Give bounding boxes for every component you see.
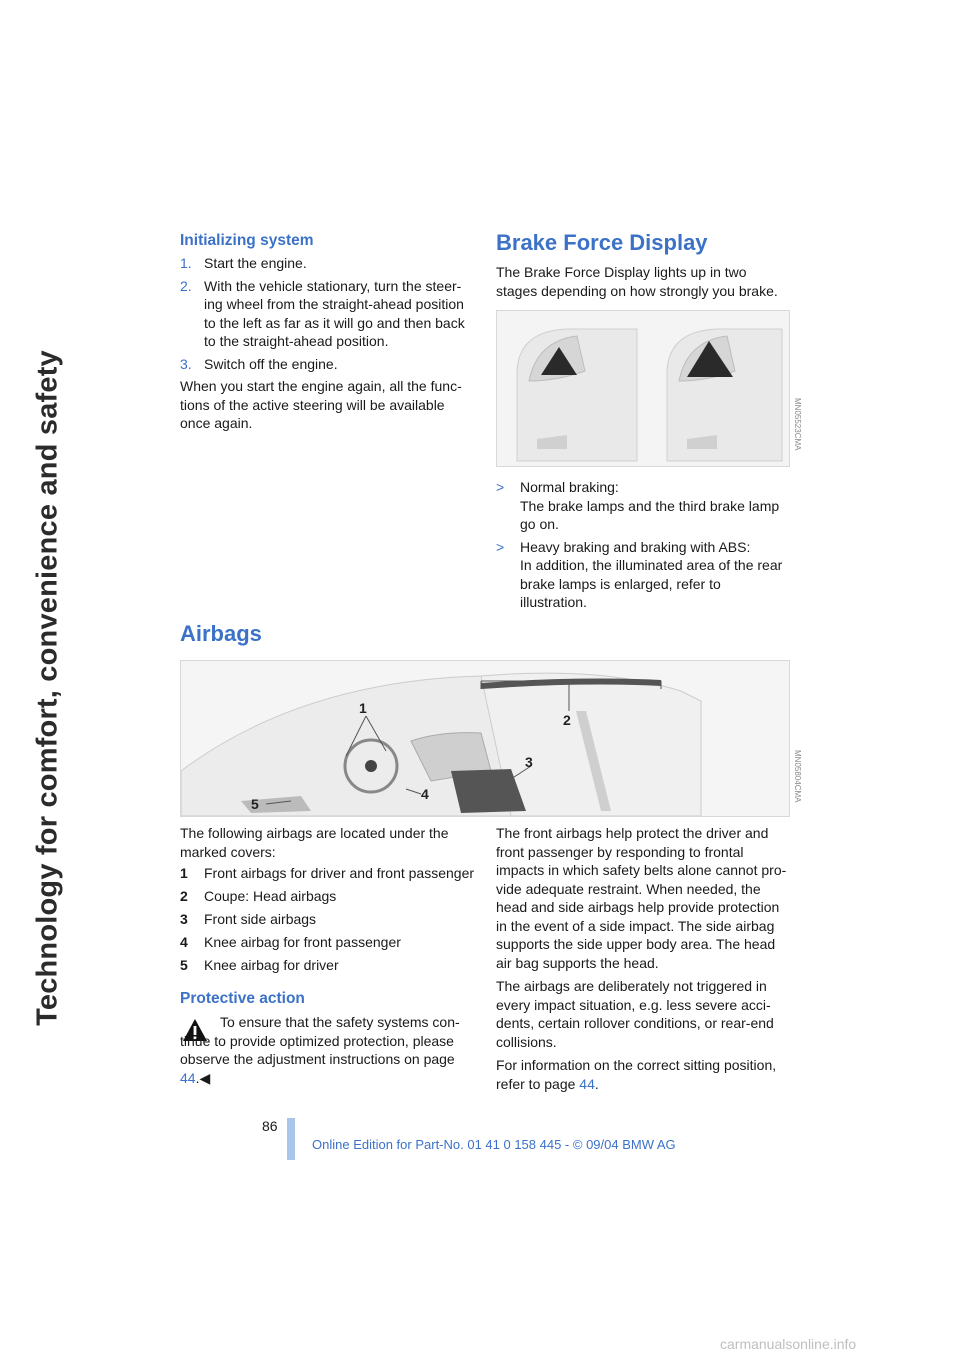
brake-force-heading: Brake Force Display [496, 230, 708, 255]
brake-force-bullets [496, 478, 791, 616]
brake-lamp-illustration [496, 310, 790, 467]
page-link-44[interactable]: 44 [180, 1069, 196, 1086]
watermark: carmanualsonline.info [720, 1336, 857, 1352]
airbags-paragraph-3: For information on the correct sitting position, refer to page 44. [496, 1057, 777, 1092]
protective-heading: Protective action [180, 990, 305, 1007]
callout-2: 2 [563, 712, 571, 728]
bullet-item: > Normal braking: The brake lamps and the third brake lamp go on. [496, 479, 780, 532]
initializing-after: When you start the engine again, all the functions of the active steering will be available once again. [180, 378, 462, 431]
footer-bar [287, 1118, 295, 1160]
callout-1: 1 [359, 700, 367, 716]
airbag-list-item: 5 Knee airbag for driver [180, 957, 339, 973]
airbags-illustration [180, 660, 790, 817]
car-interior-drawing [181, 661, 789, 816]
airbag-list-item: 3 Front side airbags [180, 911, 317, 927]
protective-text: To ensure that the safety systems continue to provide optimized protection, please observe the adjustment instructions on page 44.◀ [180, 1014, 460, 1086]
airbags-intro: The following airbags are located under the marked covers: [180, 825, 449, 860]
brake-image-code: MN05523CMA [793, 398, 802, 451]
page-link-44[interactable]: 44 [579, 1075, 595, 1092]
airbags-heading: Airbags [180, 621, 262, 646]
bullet-item: > Heavy braking and braking with ABS: In addition, the illuminated area of the rear brake lamps is enlarged, refer to illustration. [496, 538, 783, 610]
airbag-list-item: 1 Front airbags for driver and front passenger [180, 865, 475, 881]
page-number: 86 [262, 1118, 278, 1134]
footer-edition-text: Online Edition for Part-No. 01 41 0 158 445 - © 09/04 BMW AG [312, 1137, 676, 1152]
step-item: 2. With the vehicle stationary, turn the steering wheel from the straight-ahead position to the left as far as it will go and then back to the straight-ahead position. [180, 277, 465, 349]
airbags-list [180, 864, 480, 979]
side-chapter-title-text: Technology for comfort, convenience and safety [31, 350, 64, 1026]
bullet-arrow-icon: > [496, 479, 505, 495]
airbag-list-item: 2 Coupe: Head airbags [180, 888, 337, 904]
callout-5: 5 [251, 796, 259, 812]
brake-force-intro: The Brake Force Display lights up in two stages depending on how strongly you brake. [496, 264, 778, 299]
airbag-list-item: 4 Knee airbag for front passenger [180, 934, 401, 950]
airbag-image-code: MN05804CMA [793, 750, 802, 803]
step-item: 3. Switch off the engine. [180, 355, 338, 372]
initializing-steps [180, 254, 475, 433]
airbags-paragraph-2: The airbags are deliberately not triggered in every impact situation, e.g. less severe accidents, certain rollover conditions, or rear-end collisions. [496, 978, 774, 1050]
step-item: 1. Start the engine. [180, 255, 307, 271]
brake-lamp-drawing [497, 311, 789, 466]
initializing-heading: Initializing system [180, 232, 314, 249]
airbags-right-column [496, 824, 792, 1093]
callout-4: 4 [421, 786, 429, 802]
bullet-arrow-icon: > [496, 538, 505, 555]
side-chapter-title [28, 226, 68, 1150]
callout-3: 3 [525, 754, 533, 770]
airbags-paragraph-1: The front airbags help protect the driver and front passenger by responding to frontal impacts in which safety belts alone cannot provide adequate restraint. When needed, the head and side airbags help provide protection in the event of a side impact. The side airbag supports the side upper body area. The head air bag supports the head. [496, 825, 787, 971]
